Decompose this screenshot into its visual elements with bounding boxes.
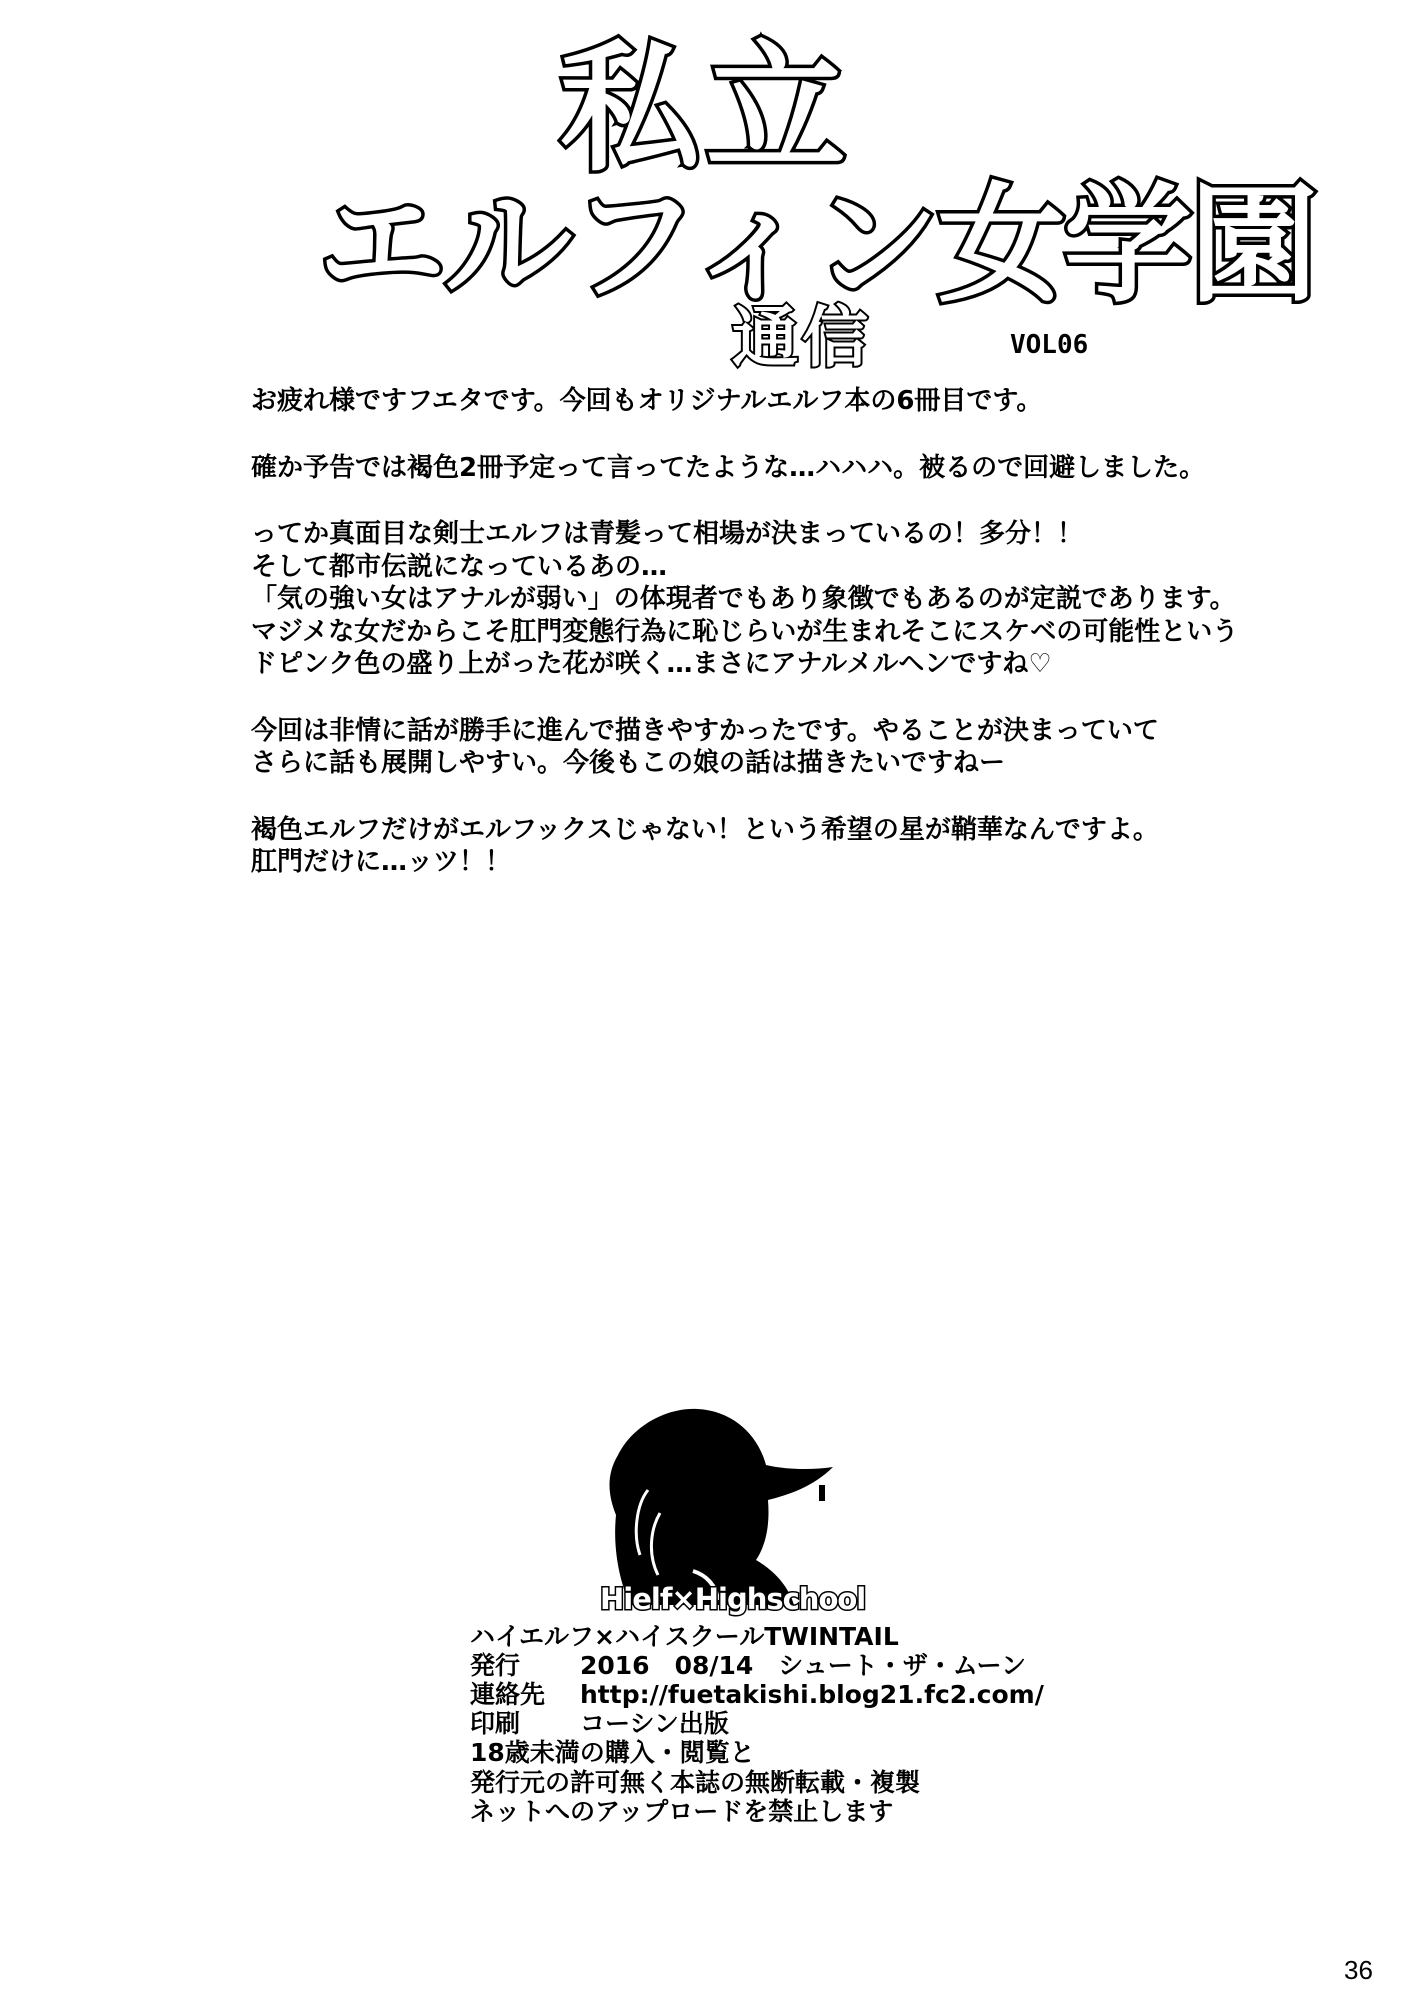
paragraph: [251, 518, 1381, 681]
colophon-issue: [470, 1651, 1044, 1680]
contact-label: 連絡先: [470, 1680, 546, 1709]
paragraph: [251, 715, 1381, 780]
age-restriction-notice: [470, 1738, 920, 1827]
text-line: ってか真面目な剣士エルフは青髪って相場が決まっているの！多分！！: [251, 519, 1084, 549]
notice-line: 18歳未満の購入・閲覧と: [470, 1738, 755, 1767]
elf-silhouette-icon: [588, 1395, 838, 1610]
paragraph: [251, 452, 1381, 485]
text-line: 肛門だけに…ッツ！！: [251, 847, 512, 877]
contact-url: http://fuetakishi.blog21.fc2.com/: [580, 1680, 1044, 1709]
colophon-title: ハイエルフ×ハイスクールTWINTAIL: [470, 1622, 899, 1651]
text-line: 確か予告では褐色2冊予定って言ってたような…ハハハ。被るので回避しました。: [251, 452, 1206, 483]
paragraph: [251, 385, 1381, 418]
text-line: 褐色エルフだけがエルフックスじゃない！という希望の星が鞘華なんですよ。: [251, 814, 1159, 845]
colophon: [470, 1622, 1044, 1738]
colophon-print: [470, 1709, 1044, 1738]
page-number: 36: [1344, 1955, 1373, 1985]
text-line: ドピンク色の盛り上がった花が咲く…まさにアナルメルヘンですね♡: [251, 649, 1052, 679]
newsletter-title: [0, 0, 1416, 380]
notice-line: ネットへのアップロードを禁止します: [470, 1797, 894, 1826]
text-line: マジメな女だからこそ肛門変態行為に恥じらいが生まれそこにスケベの可能性という: [251, 616, 1239, 647]
text-line: さらに話も展開しやすい。今後もこの娘の話は描きたいですねー: [251, 748, 1006, 778]
text-line: お疲れ様ですフエタです。今回もオリジナルエルフ本の6冊目です。: [251, 386, 1043, 416]
text-line: 今回は非情に話が勝手に進んで描きやすかったです。やることが決まっていて: [251, 715, 1159, 746]
text-line: 「気の強い女はアナルが弱い」の体現者でもあり象徴でもあるのが定説であります。: [251, 584, 1236, 614]
print-label: 印刷: [470, 1709, 521, 1738]
issue-label: 発行: [470, 1651, 521, 1680]
paragraph: [251, 814, 1381, 879]
logo-wordmark: Hielf×Highschool: [600, 1582, 866, 1616]
volume-label: VOL06: [1010, 330, 1089, 360]
title-line-3: 通信: [732, 299, 872, 376]
title-line-1: 私立: [560, 28, 853, 191]
issue-value: 2016 08/14 シュート・ザ・ムーン: [580, 1651, 1027, 1680]
text-line: そして都市伝説になっているあの…: [251, 551, 668, 582]
colophon-contact: [470, 1680, 1044, 1709]
afterword-text: [251, 385, 1381, 913]
title-line-2: エルフィン女学園: [318, 171, 1316, 320]
print-value: コーシン出版: [580, 1709, 729, 1738]
notice-line: 発行元の許可無く本誌の無断転載・複製: [470, 1767, 921, 1797]
